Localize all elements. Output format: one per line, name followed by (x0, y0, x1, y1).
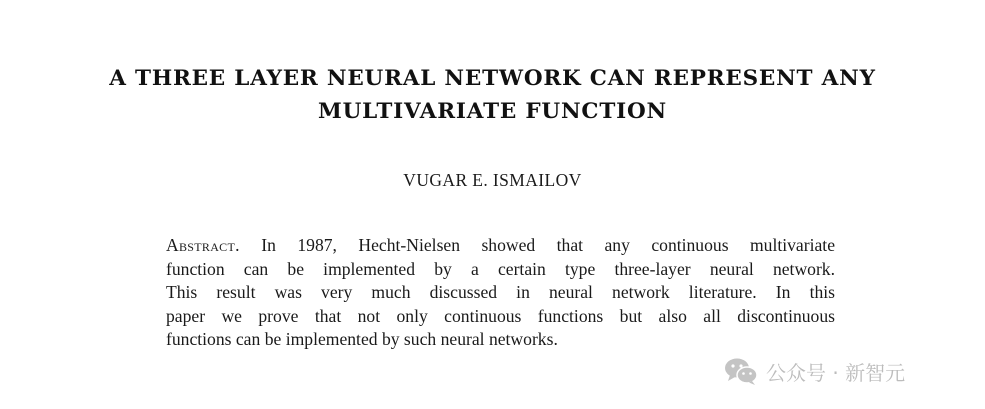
watermark (724, 354, 905, 388)
abstract-label: Abstract. (166, 235, 240, 255)
abstract-line-1 (166, 234, 835, 258)
paper-title (0, 62, 985, 128)
abstract-line-2: function can be implemented by a certain type three-layer neural network. (166, 258, 835, 279)
title-line-1: A THREE LAYER NEURAL NETWORK CAN REPRESENT ANY (109, 66, 876, 91)
abstract-line-5: functions can be implemented by such neural networks. (166, 329, 558, 349)
abstract (166, 234, 835, 352)
author-name: VUGAR E. ISMAILOV (403, 170, 582, 190)
watermark-text: 公众号 · 新智元 (766, 360, 906, 385)
abstract-line-3: This result was very much discussed in neural network literature. In this (166, 282, 835, 302)
abstract-line-1-text: In 1987, Hecht-Nielsen showed that any continuous multivariate (239, 235, 835, 255)
title-line-2: MULTIVARIATE FUNCTION (318, 99, 667, 124)
abstract-line-4: paper we prove that not only continuous functions but also all discontinuous (166, 305, 835, 326)
wechat-icon (724, 357, 758, 385)
